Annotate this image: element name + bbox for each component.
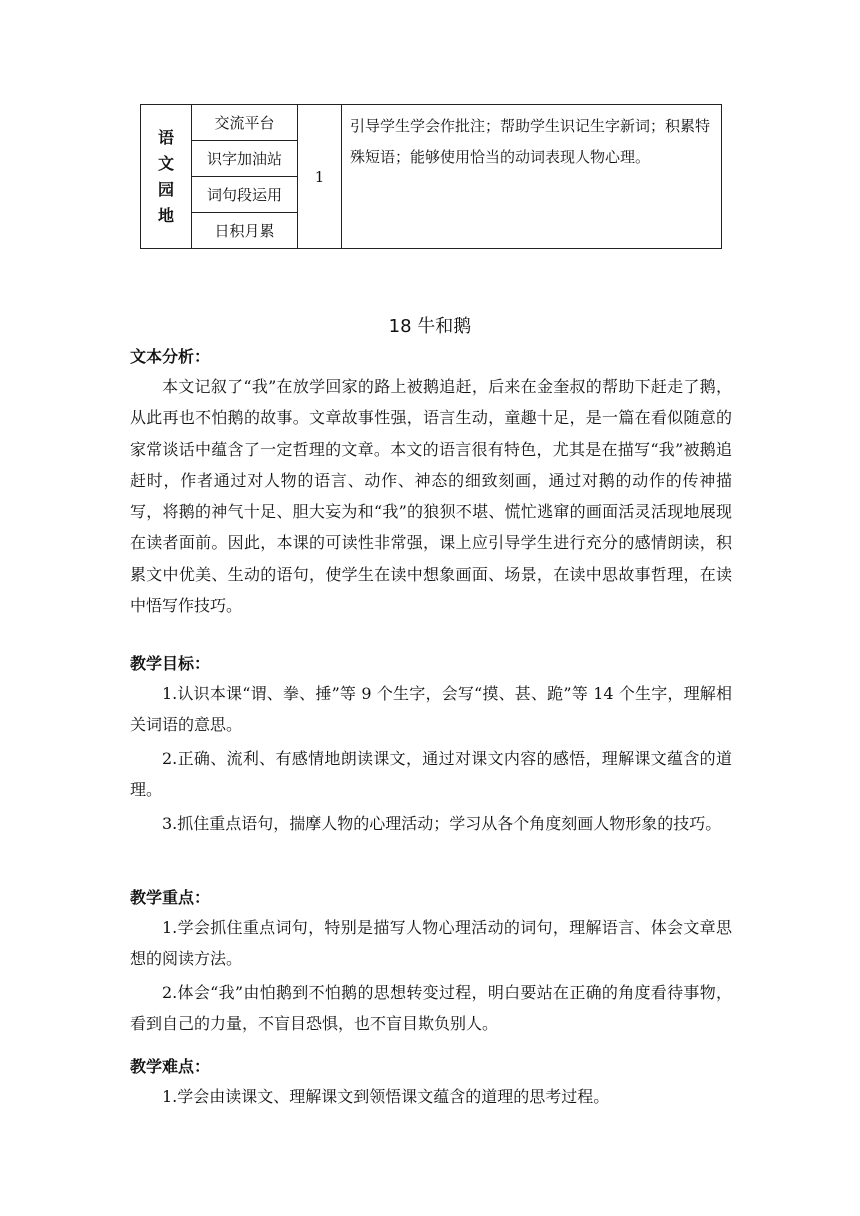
unit-name-char: 语 [157, 127, 174, 147]
table-item-cell: 日积月累 [192, 213, 298, 249]
key-point-item: 1.学会抓住重点词句，特别是描写人物心理活动的词句，理解语言、体会文章思想的阅读方法。 [130, 918, 732, 969]
class-hours-cell: 1 [298, 105, 342, 249]
section-heading-text-analysis: 文本分析： [130, 347, 211, 366]
table-item-cell: 识字加油站 [192, 141, 298, 177]
unit-name-char: 地 [157, 205, 174, 225]
table-item-cell: 词句段运用 [192, 177, 298, 213]
unit-goal-cell: 引导学生学会作批注；帮助学生识记生字新词；积累特殊短语；能够使用恰当的动词表现人物心理。 [342, 105, 722, 249]
objective-item: 3.抓住重点语句，揣摩人物的心理活动；学习从各个角度刻画人物形象的技巧。 [162, 814, 722, 833]
objective-item: 1.认识本课“谓、拳、捶”等 9 个生字，会写“摸、甚、跪”等 14 个生字，理解相关词语的意思。 [130, 684, 732, 735]
section-heading-key-points: 教学重点： [130, 888, 211, 907]
table-item-cell: 交流平台 [192, 105, 298, 141]
lesson-title: 18 牛和鹅 [388, 316, 472, 337]
difficulty-item: 1.学会由读课文、理解课文到领悟课文蕴含的道理的思考过程。 [162, 1087, 610, 1106]
unit-name-char: 文 [157, 153, 174, 173]
unit-plan-table [140, 104, 722, 249]
unit-name-char: 园 [157, 179, 174, 199]
section-heading-objectives: 教学目标： [130, 654, 211, 673]
objective-item: 2.正确、流利、有感情地朗读课文，通过对课文内容的感悟，理解课文蕴含的道理。 [130, 749, 732, 800]
key-point-item: 2.体会“我”由怕鹅到不怕鹅的思想转变过程，明白要站在正确的角度看待事物，看到自己的力量，不盲目恐惧，也不盲目欺负别人。 [130, 983, 732, 1034]
section-heading-difficulties: 教学难点： [130, 1057, 211, 1076]
text-analysis-paragraph: 本文记叙了“我”在放学回家的路上被鹅追赶，后来在金奎叔的帮助下赶走了鹅，从此再也不怕鹅的故事。文章故事性强，语言生动，童趣十足，是一篇在看似随意的家常谈话中蕴含了一定哲理的文章。本文的语言很有特色，尤其是在描写“我”被鹅追赶时，作者通过对人物的语言、动作、神态的细致刻画，通过对鹅的动作的传神描写，将鹅的神气十足、胆大妄为和“我”的狼狈不堪、慌忙逃窜的画面活灵活现地展现在读者面前。因此，本课的可读性非常强，课上应引导学生进行充分的感情朗读，积累文中优美、生动的语句，使学生在读中想象画面、场景，在读中思故事哲理，在读中悟写作技巧。 [130, 377, 732, 616]
unit-name-cell [141, 105, 192, 249]
